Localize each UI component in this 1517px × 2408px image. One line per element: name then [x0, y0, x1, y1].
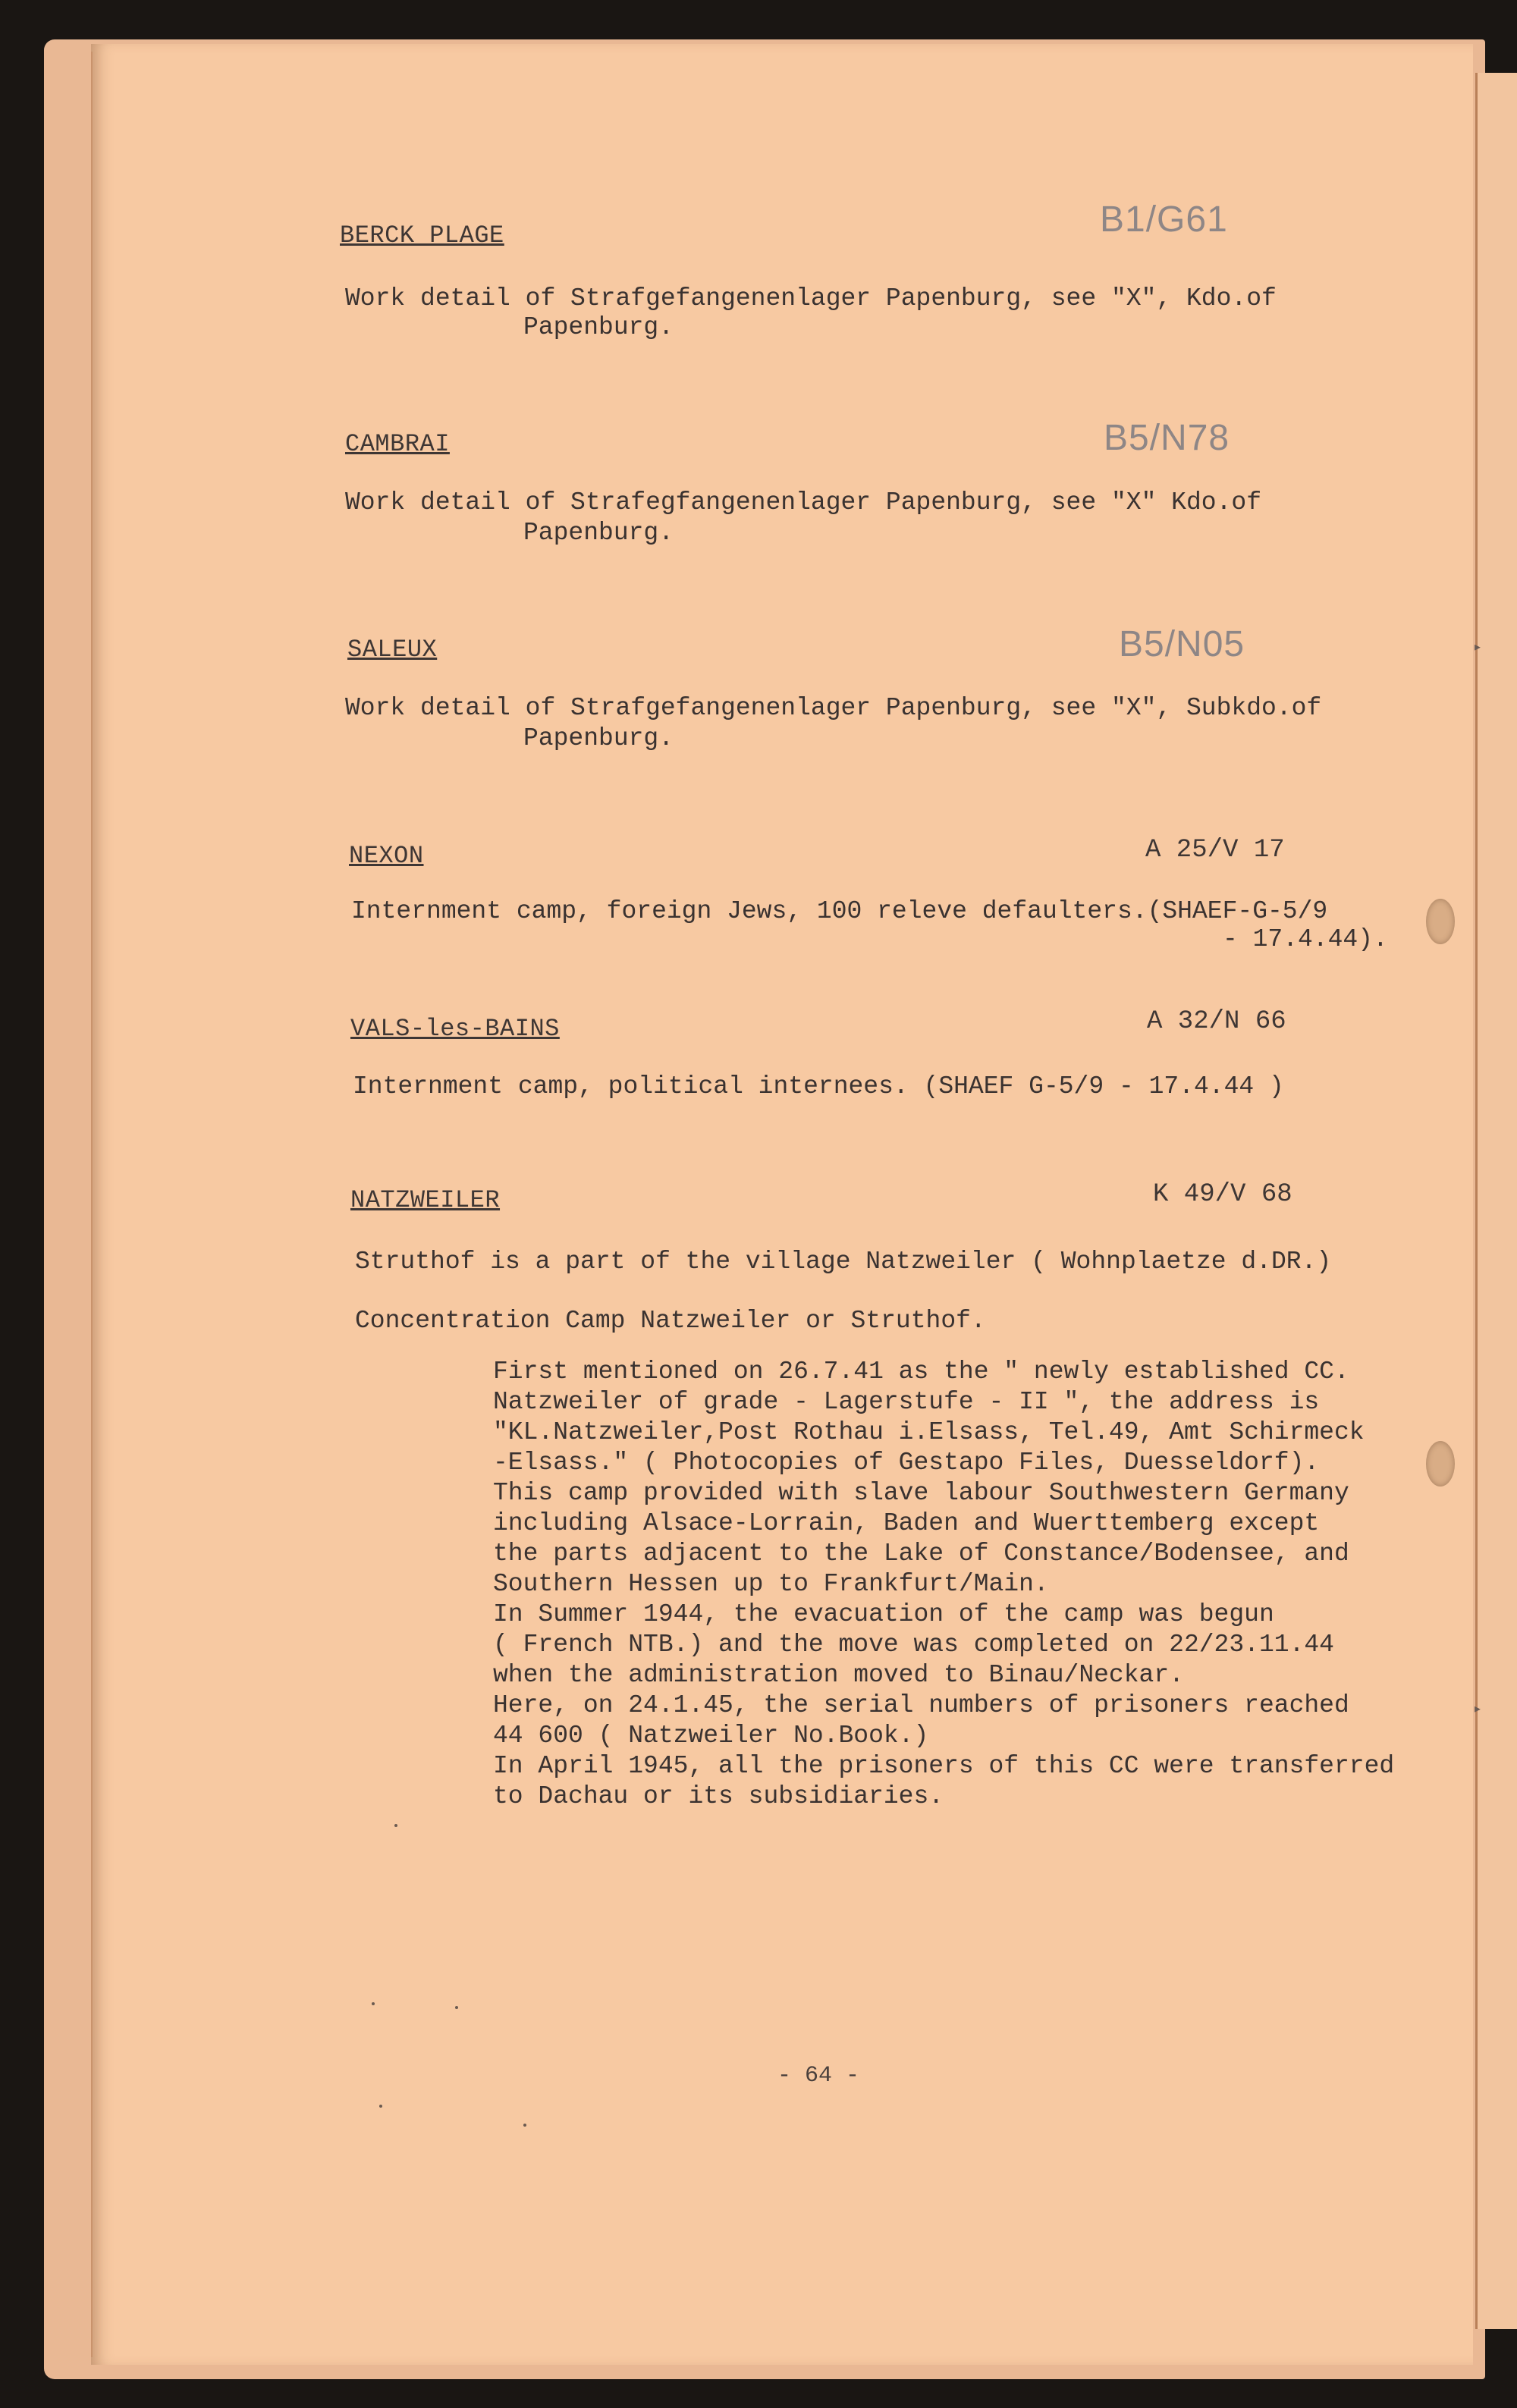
- entry-text-line: Papenburg.: [523, 724, 674, 752]
- file-reference: A 25/V 17: [1145, 836, 1285, 865]
- paragraph-line: In April 1945, all the prisoners of this CC were transferred: [493, 1752, 1395, 1780]
- paper-speck: [455, 2006, 458, 2009]
- paragraph-line: "KL.Natzweiler,Post Rothau i.Elsass, Tel.49, Amt Schirmeck: [493, 1418, 1365, 1446]
- handwritten-reference: B1/G61: [1100, 199, 1228, 240]
- paragraph-line: Natzweiler of grade - Lagerstufe - II ", the address is: [493, 1388, 1320, 1416]
- paragraph-line: to Dachau or its subsidiaries.: [493, 1782, 944, 1810]
- binding-edge: [91, 52, 93, 2357]
- entry-heading: NATZWEILER: [350, 1186, 501, 1214]
- entry-text-line: Work detail of Strafegfangenenlager Papenburg, see "X" Kdo.of: [345, 488, 1261, 516]
- paragraph-line: the parts adjacent to the Lake of Constance/Bodensee, and: [493, 1540, 1349, 1568]
- file-reference: K 49/V 68: [1153, 1180, 1292, 1209]
- handwritten-reference: B5/N05: [1119, 624, 1245, 664]
- entry-text-line: Concentration Camp Natzweiler or Struthof.: [355, 1307, 986, 1335]
- paper-speck: [372, 2002, 375, 2005]
- paragraph-line: 44 600 ( Natzweiler No.Book.): [493, 1722, 929, 1750]
- page-number: - 64 -: [777, 2063, 860, 2089]
- entry-heading: NEXON: [349, 842, 424, 870]
- facing-page-edge: [1475, 73, 1517, 2329]
- punch-hole: [1426, 1441, 1455, 1487]
- paragraph-line: First mentioned on 26.7.41 as the " newly established CC.: [493, 1358, 1349, 1386]
- tab-mark: ▸: [1473, 1701, 1483, 1719]
- entry-heading: BERCK PLAGE: [340, 221, 504, 250]
- entry-text-line: Struthof is a part of the village Natzweiler ( Wohnplaetze d.DR.): [355, 1248, 1332, 1276]
- paper-speck: [379, 2105, 382, 2108]
- entry-text-line: - 17.4.44).: [1223, 925, 1388, 953]
- paragraph-line: when the administration moved to Binau/Neckar.: [493, 1661, 1184, 1689]
- tab-mark: ▸: [1473, 639, 1483, 657]
- paragraph-line: -Elsass." ( Photocopies of Gestapo Files, Duesseldorf).: [493, 1449, 1320, 1477]
- entry-text-line: Internment camp, political internees. (SHAEF G-5/9 - 17.4.44 ): [353, 1072, 1284, 1100]
- paragraph-line: This camp provided with slave labour Southwestern Germany: [493, 1479, 1349, 1507]
- entry-heading: SALEUX: [347, 636, 438, 664]
- paragraph-line: Southern Hessen up to Frankfurt/Main.: [493, 1570, 1049, 1598]
- entry-heading: VALS-les-BAINS: [350, 1015, 560, 1043]
- paragraph-line: including Alsace-Lorrain, Baden and Wuerttemberg except: [493, 1509, 1320, 1537]
- entry-text-line: Papenburg.: [523, 313, 674, 341]
- paragraph-line: Here, on 24.1.45, the serial numbers of prisoners reached: [493, 1691, 1349, 1719]
- punch-hole: [1426, 899, 1455, 944]
- entry-text-line: Work detail of Strafgefangenenlager Papenburg, see "X", Subkdo.of: [345, 694, 1322, 722]
- paragraph-line: In Summer 1944, the evacuation of the camp was begun: [493, 1600, 1274, 1628]
- entry-text-line: Internment camp, foreign Jews, 100 releve defaulters.(SHAEF-G-5/9: [351, 897, 1328, 925]
- entry-text-line: Work detail of Strafgefangenenlager Papenburg, see "X", Kdo.of: [345, 284, 1277, 312]
- entry-heading: CAMBRAI: [345, 430, 450, 458]
- paper-speck: [394, 1824, 397, 1827]
- paragraph-line: ( French NTB.) and the move was completed on 22/23.11.44: [493, 1631, 1334, 1659]
- handwritten-reference: B5/N78: [1104, 418, 1230, 458]
- entry-text-line: Papenburg.: [523, 519, 674, 547]
- paper-speck: [523, 2124, 526, 2127]
- file-reference: A 32/N 66: [1147, 1007, 1286, 1036]
